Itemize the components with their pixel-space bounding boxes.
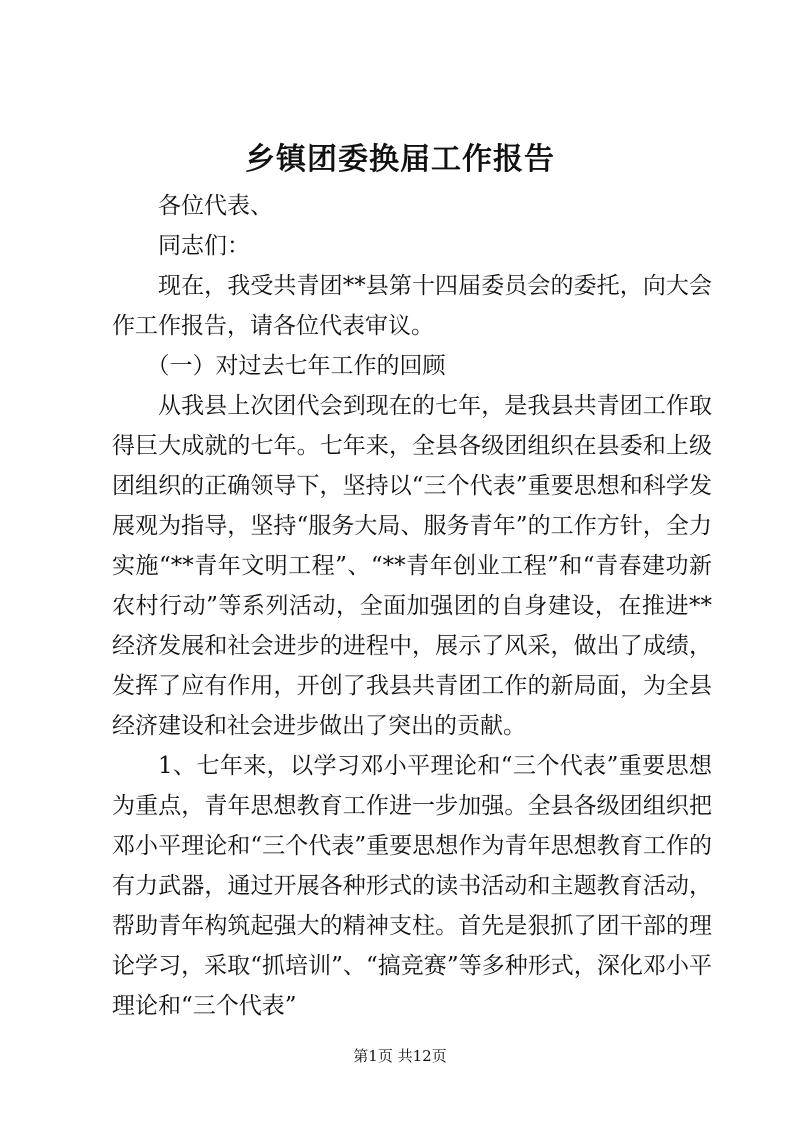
review-paragraph: 从我县上次团代会到现在的七年，是我县共青团工作取得巨大成就的七年。七年来，全县各级团组织在县委和上级团组织的正确领导下，坚持以“三个代表”重要思想和科学发展观为指导，坚持“服务大局、服务青年”的工作方针，全力实施“**青年文明工程”、“**青年创业工程”和“青春建功新农村行动”等系列活动，全面加强团的自身建设，在推进**经济发展和社会进步的进程中，展示了风采，做出了成绩，发挥了应有作用，开创了我县共青团工作的新局面，为全县经济建设和社会进步做出了突出的贡献。 — [112, 393, 712, 739]
document-title: 乡镇团委换届工作报告 — [245, 142, 555, 177]
section-heading: （一）对过去七年工作的回顾 — [146, 353, 446, 379]
intro-paragraph: 现在，我受共青团**县第十四届委员会的委托，向大会作工作报告，请各位代表审议。 — [112, 273, 712, 339]
page-number-footer: 第1页 共12页 — [353, 1047, 447, 1065]
salutation-comrades: 同志们： — [158, 233, 250, 259]
document-body — [112, 186, 712, 1026]
salutation-delegates: 各位代表、 — [158, 193, 273, 219]
point-one-paragraph: 1、七年来，以学习邓小平理论和“三个代表”重要思想为重点，青年思想教育工作进一步加强。全县各级团组织把邓小平理论和“三个代表”重要思想作为青年思想教育工作的有力武器，通过开展各种形式的读书活动和主题教育活动，帮助青年构筑起强大的精神支柱。首先是狠抓了团干部的理论学习，采取“抓培训”、“搞竞赛”等多种形式，深化邓小平理论和“三个代表” — [112, 753, 712, 1019]
